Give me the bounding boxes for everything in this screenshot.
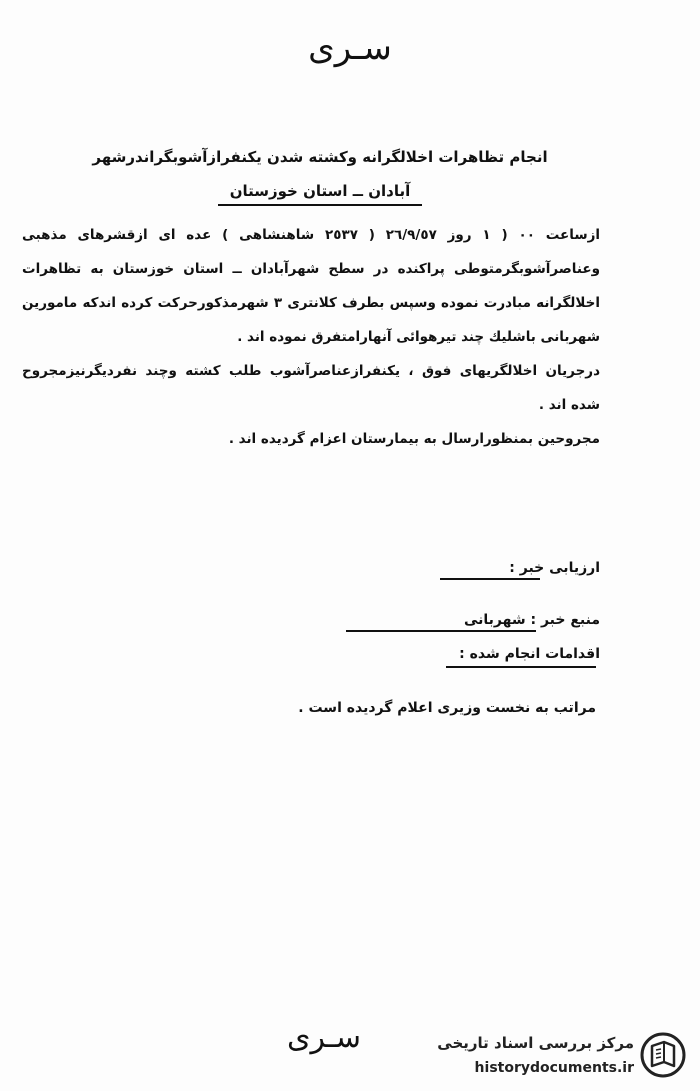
evaluation-underline: [440, 578, 540, 580]
document-subject: [60, 140, 580, 208]
subject-line-2: آبادان ــ استان خوزستان: [218, 178, 423, 206]
classification-header: سـرى: [308, 28, 392, 68]
subject-line-1: انجام تظاهرات اخلالگرانه وكشته شدن يكنفرازآشوبگراندرشهر: [92, 148, 548, 166]
source-underline: [346, 630, 536, 632]
actions-underline: [446, 666, 596, 668]
archive-logo-icon: [640, 1032, 686, 1078]
body-paragraph-1: ازساعت ٠٠ ( ١ روز ٢٦/٩/٥٧ ( ٢٥٣٧ شاهنشاهى ) عده اى ازقشرهاى مذهبى وعناصرآشوبگرمتوطى پراكنده در سطح شهرآبادان ــ استان خوزستان به تظاهرات اخلالگرانه مبادرت نموده وسپس بطرف كلانترى ٣ شهرمذكورحركت كرده اندكه مامورين شهربانى باشليك چند تيرهوائى آنهارامتفرق نموده اند .: [22, 227, 601, 345]
evaluation-label: ارزيابى خبر :: [509, 560, 600, 576]
body-paragraph-3: مجروحين بمنظورارسال به بيمارستان اعزام گرديده اند .: [228, 431, 600, 447]
closing-statement: مراتب به نخست وزيرى اعلام گرديده است .: [298, 700, 596, 716]
source-label: منبع خبر : شهربانى: [463, 612, 600, 628]
watermark-name: مرکز بررسی اسناد تاریخی: [437, 1034, 634, 1052]
body-paragraph-2: درجريان اخلالگريهاى فوق ، يكنفرازعناصرآشوب طلب كشته وچند نفرديگرنيزمجروح شده اند .: [22, 363, 600, 413]
document-body: [22, 218, 600, 456]
actions-label: اقدامات انجام شده :: [459, 646, 600, 662]
watermark: [412, 1028, 692, 1086]
watermark-url: historydocuments.ir: [474, 1060, 634, 1076]
classification-footer: سـرى: [287, 1020, 361, 1055]
